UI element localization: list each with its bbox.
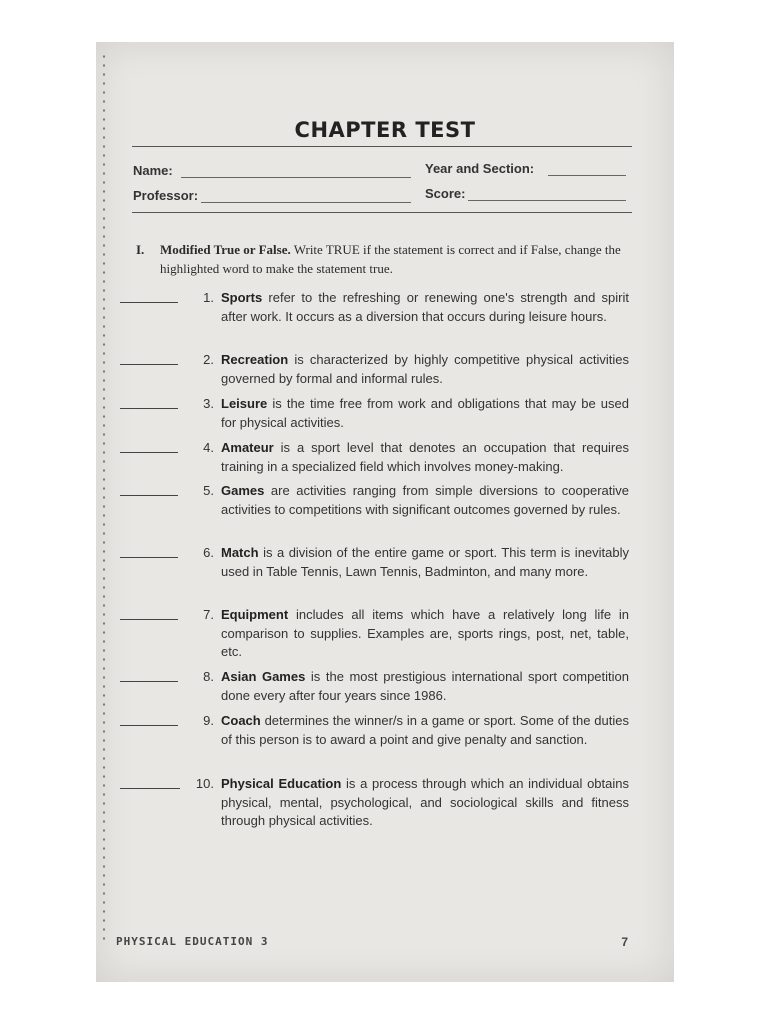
answer-blank[interactable] xyxy=(120,364,178,365)
answer-blank[interactable] xyxy=(120,408,178,409)
question-statement: determines the winner/s in a game or sport. Some of the duties of this person is to award a point and give penalty and sanction. xyxy=(221,713,629,747)
question-text xyxy=(221,712,629,749)
question-term: Sports xyxy=(221,290,263,305)
test-page xyxy=(96,42,674,982)
title-rule xyxy=(132,146,632,147)
question-statement: is a process through which an individual obtains physical, mental, psychological, and sociological skills and fitness through physical activities. xyxy=(221,776,629,828)
page-number: 7 xyxy=(621,935,628,949)
year-section-line[interactable] xyxy=(548,175,626,176)
question-text xyxy=(221,668,629,705)
question-text xyxy=(221,606,629,662)
question-term: Equipment xyxy=(221,607,289,622)
question-number: 6. xyxy=(203,545,214,560)
answer-blank[interactable] xyxy=(120,452,178,453)
answer-blank[interactable] xyxy=(120,725,178,726)
question-text xyxy=(221,544,629,581)
answer-blank[interactable] xyxy=(120,557,178,558)
question-statement: is a sport level that denotes an occupation that requires training in a specialized field which involves money-making. xyxy=(221,440,629,474)
question-text xyxy=(221,395,629,432)
question-term: Amateur xyxy=(221,440,274,455)
question-term: Match xyxy=(221,545,259,560)
answer-blank[interactable] xyxy=(120,619,178,620)
question-number: 3. xyxy=(203,396,214,411)
question-statement: is the time free from work and obligations that may be used for physical activities. xyxy=(221,396,629,430)
answer-blank[interactable] xyxy=(120,302,178,303)
year-section-label: Year and Section: xyxy=(425,161,535,176)
professor-line[interactable] xyxy=(201,202,411,203)
question-statement: refer to the refreshing or renewing one's strength and spirit after work. It occurs as a diversion that occurs during leisure hours. xyxy=(221,290,629,324)
footer-book-title: PHYSICAL EDUCATION 3 xyxy=(116,935,269,948)
section-number: I. xyxy=(136,242,145,257)
score-line[interactable] xyxy=(468,200,626,201)
answer-blank[interactable] xyxy=(120,495,178,496)
question-text xyxy=(221,775,629,831)
score-label: Score: xyxy=(425,186,466,201)
question-number: 5. xyxy=(203,483,214,498)
question-term: Physical Education xyxy=(221,776,342,791)
perforation-edge xyxy=(102,52,106,942)
section-instructions xyxy=(136,240,626,278)
question-statement: is characterized by highly competitive physical activities governed by formal and informal rules. xyxy=(221,352,629,386)
question-number: 8. xyxy=(203,669,214,684)
question-statement: is the most prestigious international sport competition done every after four years since 1986. xyxy=(221,669,629,703)
answer-blank[interactable] xyxy=(120,681,178,682)
section-text: Write TRUE if the statement is correct and if False, change the highlighted word to make the statement true. xyxy=(160,242,621,276)
question-number: 7. xyxy=(203,607,214,622)
question-text xyxy=(221,289,629,326)
page-title: CHAPTER TEST xyxy=(294,118,476,142)
question-text xyxy=(221,351,629,388)
answer-blank[interactable] xyxy=(120,788,180,789)
question-term: Games xyxy=(221,483,265,498)
header-rule xyxy=(132,212,632,213)
question-statement: includes all items which have a relatively long life in comparison to supplies. Examples are, sports rings, post, net, table, etc. xyxy=(221,607,629,659)
question-term: Leisure xyxy=(221,396,268,411)
name-label: Name: xyxy=(133,163,173,178)
question-number: 9. xyxy=(203,713,214,728)
name-line[interactable] xyxy=(181,177,411,178)
section-heading: Modified True or False. xyxy=(160,242,291,257)
question-text xyxy=(221,439,629,476)
question-number: 2. xyxy=(203,352,214,367)
question-statement: is a division of the entire game or sport. This term is inevitably used in Table Tennis, Lawn Tennis, Badminton, and many more. xyxy=(221,545,629,579)
question-term: Asian Games xyxy=(221,669,306,684)
question-term: Coach xyxy=(221,713,261,728)
question-text xyxy=(221,482,629,519)
question-number: 10. xyxy=(195,776,214,791)
question-number: 1. xyxy=(203,290,214,305)
question-term: Recreation xyxy=(221,352,289,367)
question-statement: are activities ranging from simple diversions to cooperative activities to competitions with significant outcomes governed by rules. xyxy=(221,483,629,517)
question-number: 4. xyxy=(203,440,214,455)
professor-label: Professor: xyxy=(133,188,199,203)
